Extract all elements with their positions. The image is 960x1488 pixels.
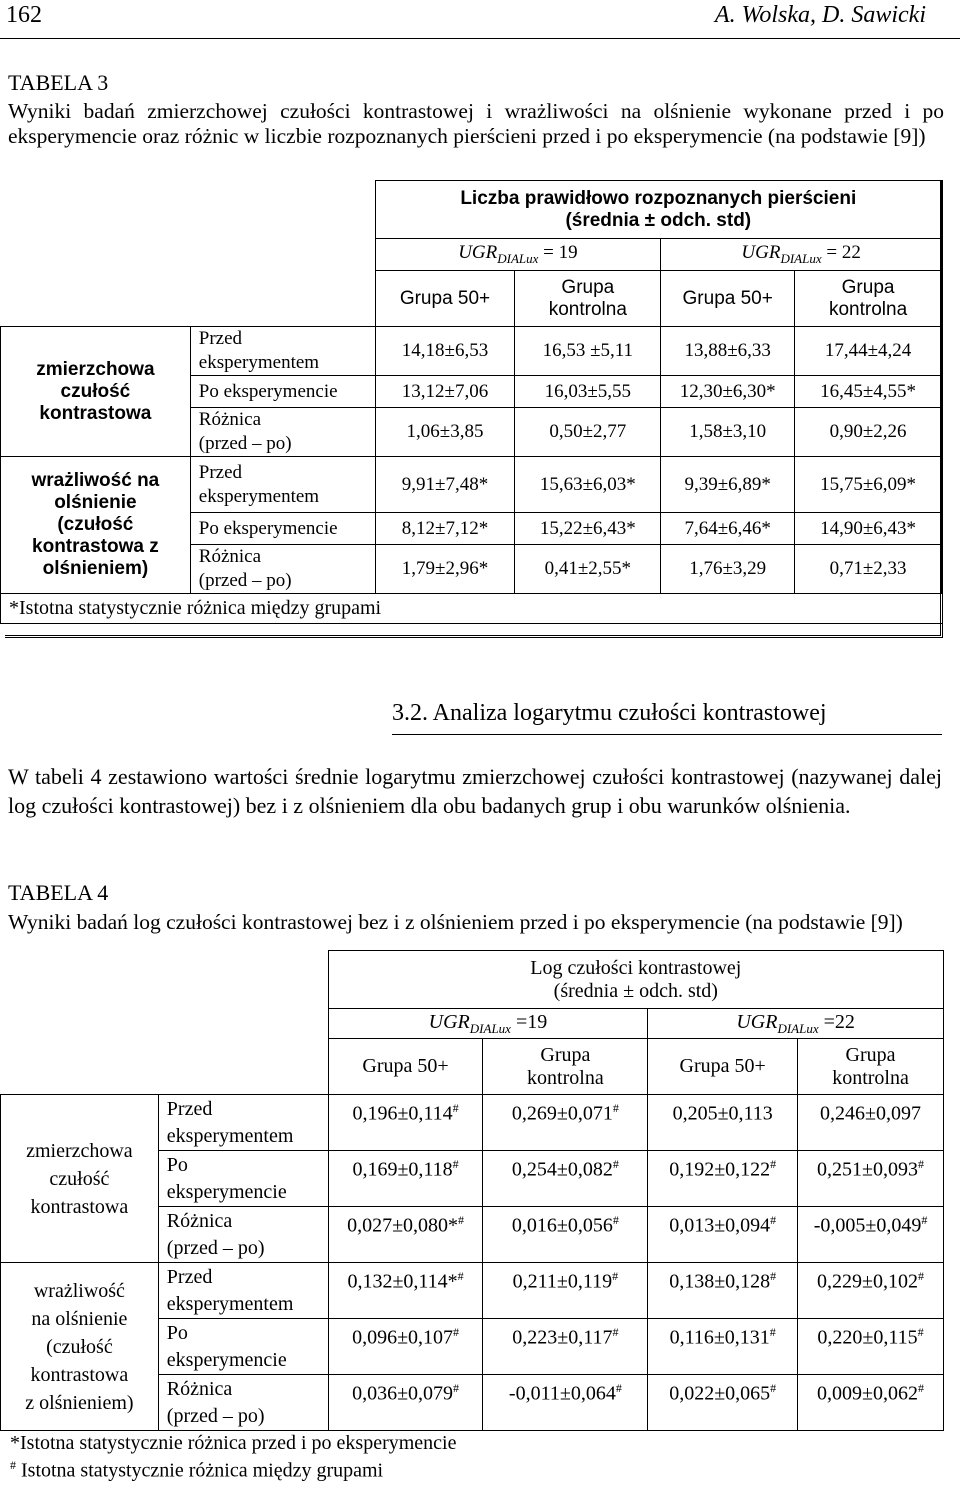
label-line: kontrastowa — [39, 402, 152, 424]
table4-row-label — [158, 1151, 328, 1207]
table3-cell: 1,79±2,96* — [375, 545, 515, 594]
label-line: eksperymencie — [166, 1348, 287, 1371]
label-line: kontrastowa — [30, 1195, 129, 1218]
label-line: (czułość — [46, 1335, 113, 1358]
section-underline — [392, 734, 942, 735]
significance-mark: # — [458, 1213, 465, 1227]
table3-label: TABELA 3 — [8, 70, 109, 95]
cell-value: 0,138±0,128 — [669, 1270, 771, 1293]
table4-section-name — [1, 1263, 159, 1431]
table3-cell: 15,22±6,43* — [515, 513, 661, 545]
table3-cell: 9,39±6,89* — [661, 457, 795, 513]
table4-cell — [798, 1263, 944, 1319]
table3-cell: 12,30±6,30* — [661, 376, 795, 408]
label-line: Różnica — [166, 1377, 233, 1400]
label-line: (przed – po) — [198, 570, 292, 591]
label-line: (czułość — [57, 514, 134, 535]
label-line: (przed – po) — [166, 1404, 265, 1427]
table3-ugr-19: $UGR_{DIALux} = 19$ — [375, 239, 661, 271]
table3-section-name — [1, 457, 191, 594]
table3-cell: 0,90±2,26 — [795, 408, 942, 457]
table3-cell: 1,06±3,85 — [375, 408, 515, 457]
table3 — [0, 180, 942, 624]
significance-mark: # — [917, 1325, 924, 1339]
significance-mark: # — [770, 1157, 777, 1171]
label-line: czułość — [60, 380, 131, 402]
table3-cell: 13,12±7,06 — [375, 376, 515, 408]
significance-mark: # — [615, 1381, 622, 1395]
significance-mark: # — [452, 1157, 459, 1171]
table4-cell — [328, 1207, 483, 1263]
table4-ugr-19: $UGR_{DIALux} =19$ — [328, 1009, 648, 1039]
table3-cell: 16,53 ±5,11 — [515, 327, 661, 376]
table3-cell: 1,58±3,10 — [661, 408, 795, 457]
running-header — [0, 0, 960, 39]
table3-cell: 14,90±6,43* — [795, 513, 942, 545]
table3-col-grupa50-a: Grupa 50+ — [375, 271, 515, 327]
table3-row — [1, 457, 942, 513]
table4-cell — [648, 1151, 798, 1207]
cell-value: 0,205±0,113 — [672, 1102, 773, 1125]
table4-cell — [798, 1319, 944, 1375]
cell-value: 0,132±0,114* — [347, 1270, 458, 1293]
table3-ugr-22: $UGR_{DIALux} = 22$ — [661, 239, 942, 271]
table4-cell — [328, 1375, 483, 1431]
table4-cell — [648, 1319, 798, 1375]
cell-value: 0,246±0,097 — [820, 1102, 922, 1125]
cell-value: -0,011±0,064 — [508, 1382, 616, 1405]
label-line: Przed — [198, 328, 243, 349]
label-line: kontrastowa — [30, 1363, 129, 1386]
label-line: z olśnieniem) — [25, 1391, 134, 1414]
table3-col-kontrolna-a: Grupa kontrolna — [515, 271, 661, 327]
table4-cell — [483, 1207, 648, 1263]
significance-mark: # — [453, 1325, 460, 1339]
significance-mark: # — [457, 1269, 464, 1283]
label-line: eksperymentem — [166, 1124, 294, 1147]
table3-cell: 0,50±2,77 — [515, 408, 661, 457]
table4-cell — [328, 1263, 483, 1319]
significance-mark: # — [770, 1269, 777, 1283]
label-line: Po eksperymencie — [198, 380, 338, 402]
table4-col-kontrolna-b: Grupa kontrolna — [798, 1039, 944, 1095]
significance-mark: # — [612, 1325, 619, 1339]
label-line: wrażliwość — [33, 1279, 125, 1302]
table4-row — [1, 1095, 944, 1151]
cell-value: 0,036±0,079 — [352, 1382, 454, 1405]
cell-value: 0,116±0,131 — [669, 1326, 770, 1349]
significance-mark: # — [769, 1325, 776, 1339]
table4 — [0, 950, 944, 1431]
label-line: Po eksperymencie — [198, 517, 338, 539]
table4-row-label — [158, 1319, 328, 1375]
table4-row-label — [158, 1095, 328, 1151]
label-line: eksperymentem — [166, 1292, 294, 1315]
table4-cell — [328, 1151, 483, 1207]
table4-section-name — [1, 1095, 159, 1263]
table3-section-name — [1, 327, 191, 457]
table4-row-label — [158, 1207, 328, 1263]
table3-col-grupa50-b: Grupa 50+ — [661, 271, 795, 327]
table4-cell — [798, 1095, 944, 1151]
label-line: eksperymencie — [166, 1180, 287, 1203]
label-line: Po — [166, 1153, 188, 1176]
label-line: olśnieniem) — [42, 558, 149, 579]
table4-footnote-1: *Istotna statystycznie różnica przed i po eksperymencie — [10, 1432, 457, 1454]
table4-cell — [483, 1263, 648, 1319]
table4-cell — [648, 1375, 798, 1431]
table4-col-grupa50-b: Grupa 50+ — [648, 1039, 798, 1095]
table3-cell: 15,63±6,03* — [515, 457, 661, 513]
significance-mark: # — [612, 1101, 619, 1115]
cell-value: 0,220±0,115 — [817, 1326, 918, 1349]
significance-mark: # — [770, 1381, 777, 1395]
table3-row — [1, 327, 942, 376]
cell-value: 0,192±0,122 — [669, 1158, 771, 1181]
table4-row — [1, 1263, 944, 1319]
cell-value: 0,223±0,117 — [512, 1326, 613, 1349]
table3-cell: 15,75±6,09* — [795, 457, 942, 513]
table3-footnote: *Istotna statystycznie różnica między grupami — [1, 594, 942, 624]
label-line: Przed — [166, 1097, 213, 1120]
label-line: wrażliwość na — [31, 470, 160, 491]
cell-value: 0,254±0,082 — [511, 1158, 613, 1181]
table3-header-title: Liczba prawidłowo rozpoznanych pierścieni (średnia ± odch. std) — [375, 181, 941, 239]
table3-caption: Wyniki badań zmierzchowej czułości kontrastowej i wrażliwości na olśnienie wykonane przed i po eksperymencie oraz różnic w liczbie rozpoznanych pierścieni przed i po eksperymencie (na podstawie [9]) — [8, 99, 944, 148]
label-line: czułość — [49, 1167, 110, 1190]
table4-cell — [798, 1375, 944, 1431]
label-line: Po — [166, 1321, 188, 1344]
table4-cell — [483, 1151, 648, 1207]
label-line: Przed — [166, 1265, 213, 1288]
significance-mark: # — [918, 1381, 925, 1395]
table4-caption: Wyniki badań log czułości kontrastowej bez i z olśnieniem przed i po eksperymencie (na podstawie [9]) — [8, 910, 903, 934]
cell-value: 0,096±0,107 — [352, 1326, 454, 1349]
cell-value: 0,013±0,094 — [669, 1214, 771, 1237]
cell-value: 0,169±0,118 — [352, 1158, 453, 1181]
table3-cell: 0,71±2,33 — [795, 545, 942, 594]
table3-row-label — [190, 408, 375, 457]
label-line: (przed – po) — [166, 1236, 265, 1259]
table4-ugr-22: $UGR_{DIALux} =22$ — [648, 1009, 944, 1039]
cell-value: 0,022±0,065 — [669, 1382, 771, 1405]
page-number: 162 — [6, 2, 42, 28]
table3-row-label — [190, 545, 375, 594]
table4-footnote-2: # Istotna statystycznie różnica między grupami — [10, 1458, 384, 1482]
label-line: Różnica — [166, 1209, 233, 1232]
table4-cell — [483, 1319, 648, 1375]
table4-cell — [483, 1375, 648, 1431]
table4-cell — [648, 1095, 798, 1151]
label-line: (przed – po) — [198, 433, 292, 454]
authors: A. Wolska, D. Sawicki — [714, 2, 926, 28]
label-line: olśnienie — [54, 492, 137, 513]
table3-col-kontrolna-b: Grupa kontrolna — [795, 271, 942, 327]
table4-header-title: Log czułości kontrastowej (średnia ± odch. std) — [328, 951, 943, 1009]
table3-row-label — [190, 513, 375, 545]
table3-row-label — [190, 376, 375, 408]
table4-cell — [328, 1095, 483, 1151]
significance-mark: # — [921, 1213, 928, 1227]
significance-mark: # — [612, 1213, 619, 1227]
significance-mark: # — [770, 1213, 777, 1227]
table4-row-label — [158, 1375, 328, 1431]
table4-cell — [648, 1207, 798, 1263]
significance-mark: # — [918, 1157, 925, 1171]
label-line: Różnica — [198, 409, 262, 430]
label-line: kontrastowa z — [32, 536, 159, 557]
table3-row-label — [190, 327, 375, 376]
table3-cell: 1,76±3,29 — [661, 545, 795, 594]
table4-cell — [798, 1151, 944, 1207]
significance-mark: # — [918, 1269, 925, 1283]
section-heading: 3.2. Analiza logarytmu czułości kontrastowej — [392, 700, 827, 726]
label-line: Przed — [198, 461, 243, 483]
label-line: eksperymentem — [198, 352, 320, 373]
table4-cell — [798, 1207, 944, 1263]
table4-col-kontrolna-a: Grupa kontrolna — [483, 1039, 648, 1095]
cell-value: 0,229±0,102 — [817, 1270, 919, 1293]
cell-value: 0,009±0,062 — [817, 1382, 919, 1405]
significance-mark: # — [453, 1381, 460, 1395]
table3-cell: 8,12±7,12* — [375, 513, 515, 545]
table3-cell: 17,44±4,24 — [795, 327, 942, 376]
cell-value: 0,016±0,056 — [511, 1214, 613, 1237]
significance-mark: # — [612, 1269, 619, 1283]
label-line: na olśnienie — [31, 1307, 128, 1330]
cell-value: 0,251±0,093 — [817, 1158, 919, 1181]
label-line: eksperymentem — [198, 485, 320, 507]
significance-mark: # — [452, 1101, 459, 1115]
table4-cell — [648, 1263, 798, 1319]
table3-cell: 16,03±5,55 — [515, 376, 661, 408]
table3-row-label — [190, 457, 375, 513]
body-paragraph: W tabeli 4 zestawiono wartości średnie logarytmu zmierzchowej czułości kontrastowej (nazywanej dalej log czułości kontrastowej) bez i z olśnieniem dla obu badanych grup i obu warunków olśnienia. — [8, 764, 942, 818]
table3-cell: 7,64±6,46* — [661, 513, 795, 545]
table3-cell: 16,45±4,55* — [795, 376, 942, 408]
table3-cell: 13,88±6,33 — [661, 327, 795, 376]
label-line: Różnica — [198, 546, 262, 567]
table4-cell — [328, 1319, 483, 1375]
table4-cell — [483, 1095, 648, 1151]
significance-mark: # — [612, 1157, 619, 1171]
table3-cell: 0,41±2,55* — [515, 545, 661, 594]
label-line: zmierzchowa — [36, 358, 155, 380]
label-line: zmierzchowa — [26, 1139, 133, 1162]
table4-row-label — [158, 1263, 328, 1319]
table3-cell: 9,91±7,48* — [375, 457, 515, 513]
table3-cell: 14,18±6,53 — [375, 327, 515, 376]
cell-value: -0,005±0,049 — [813, 1214, 922, 1237]
cell-value: 0,027±0,080* — [347, 1214, 459, 1237]
cell-value: 0,211±0,119 — [512, 1270, 613, 1293]
cell-value: 0,269±0,071 — [511, 1102, 613, 1125]
cell-value: 0,196±0,114 — [352, 1102, 453, 1125]
table4-label: TABELA 4 — [8, 880, 109, 905]
table4-col-grupa50-a: Grupa 50+ — [328, 1039, 483, 1095]
